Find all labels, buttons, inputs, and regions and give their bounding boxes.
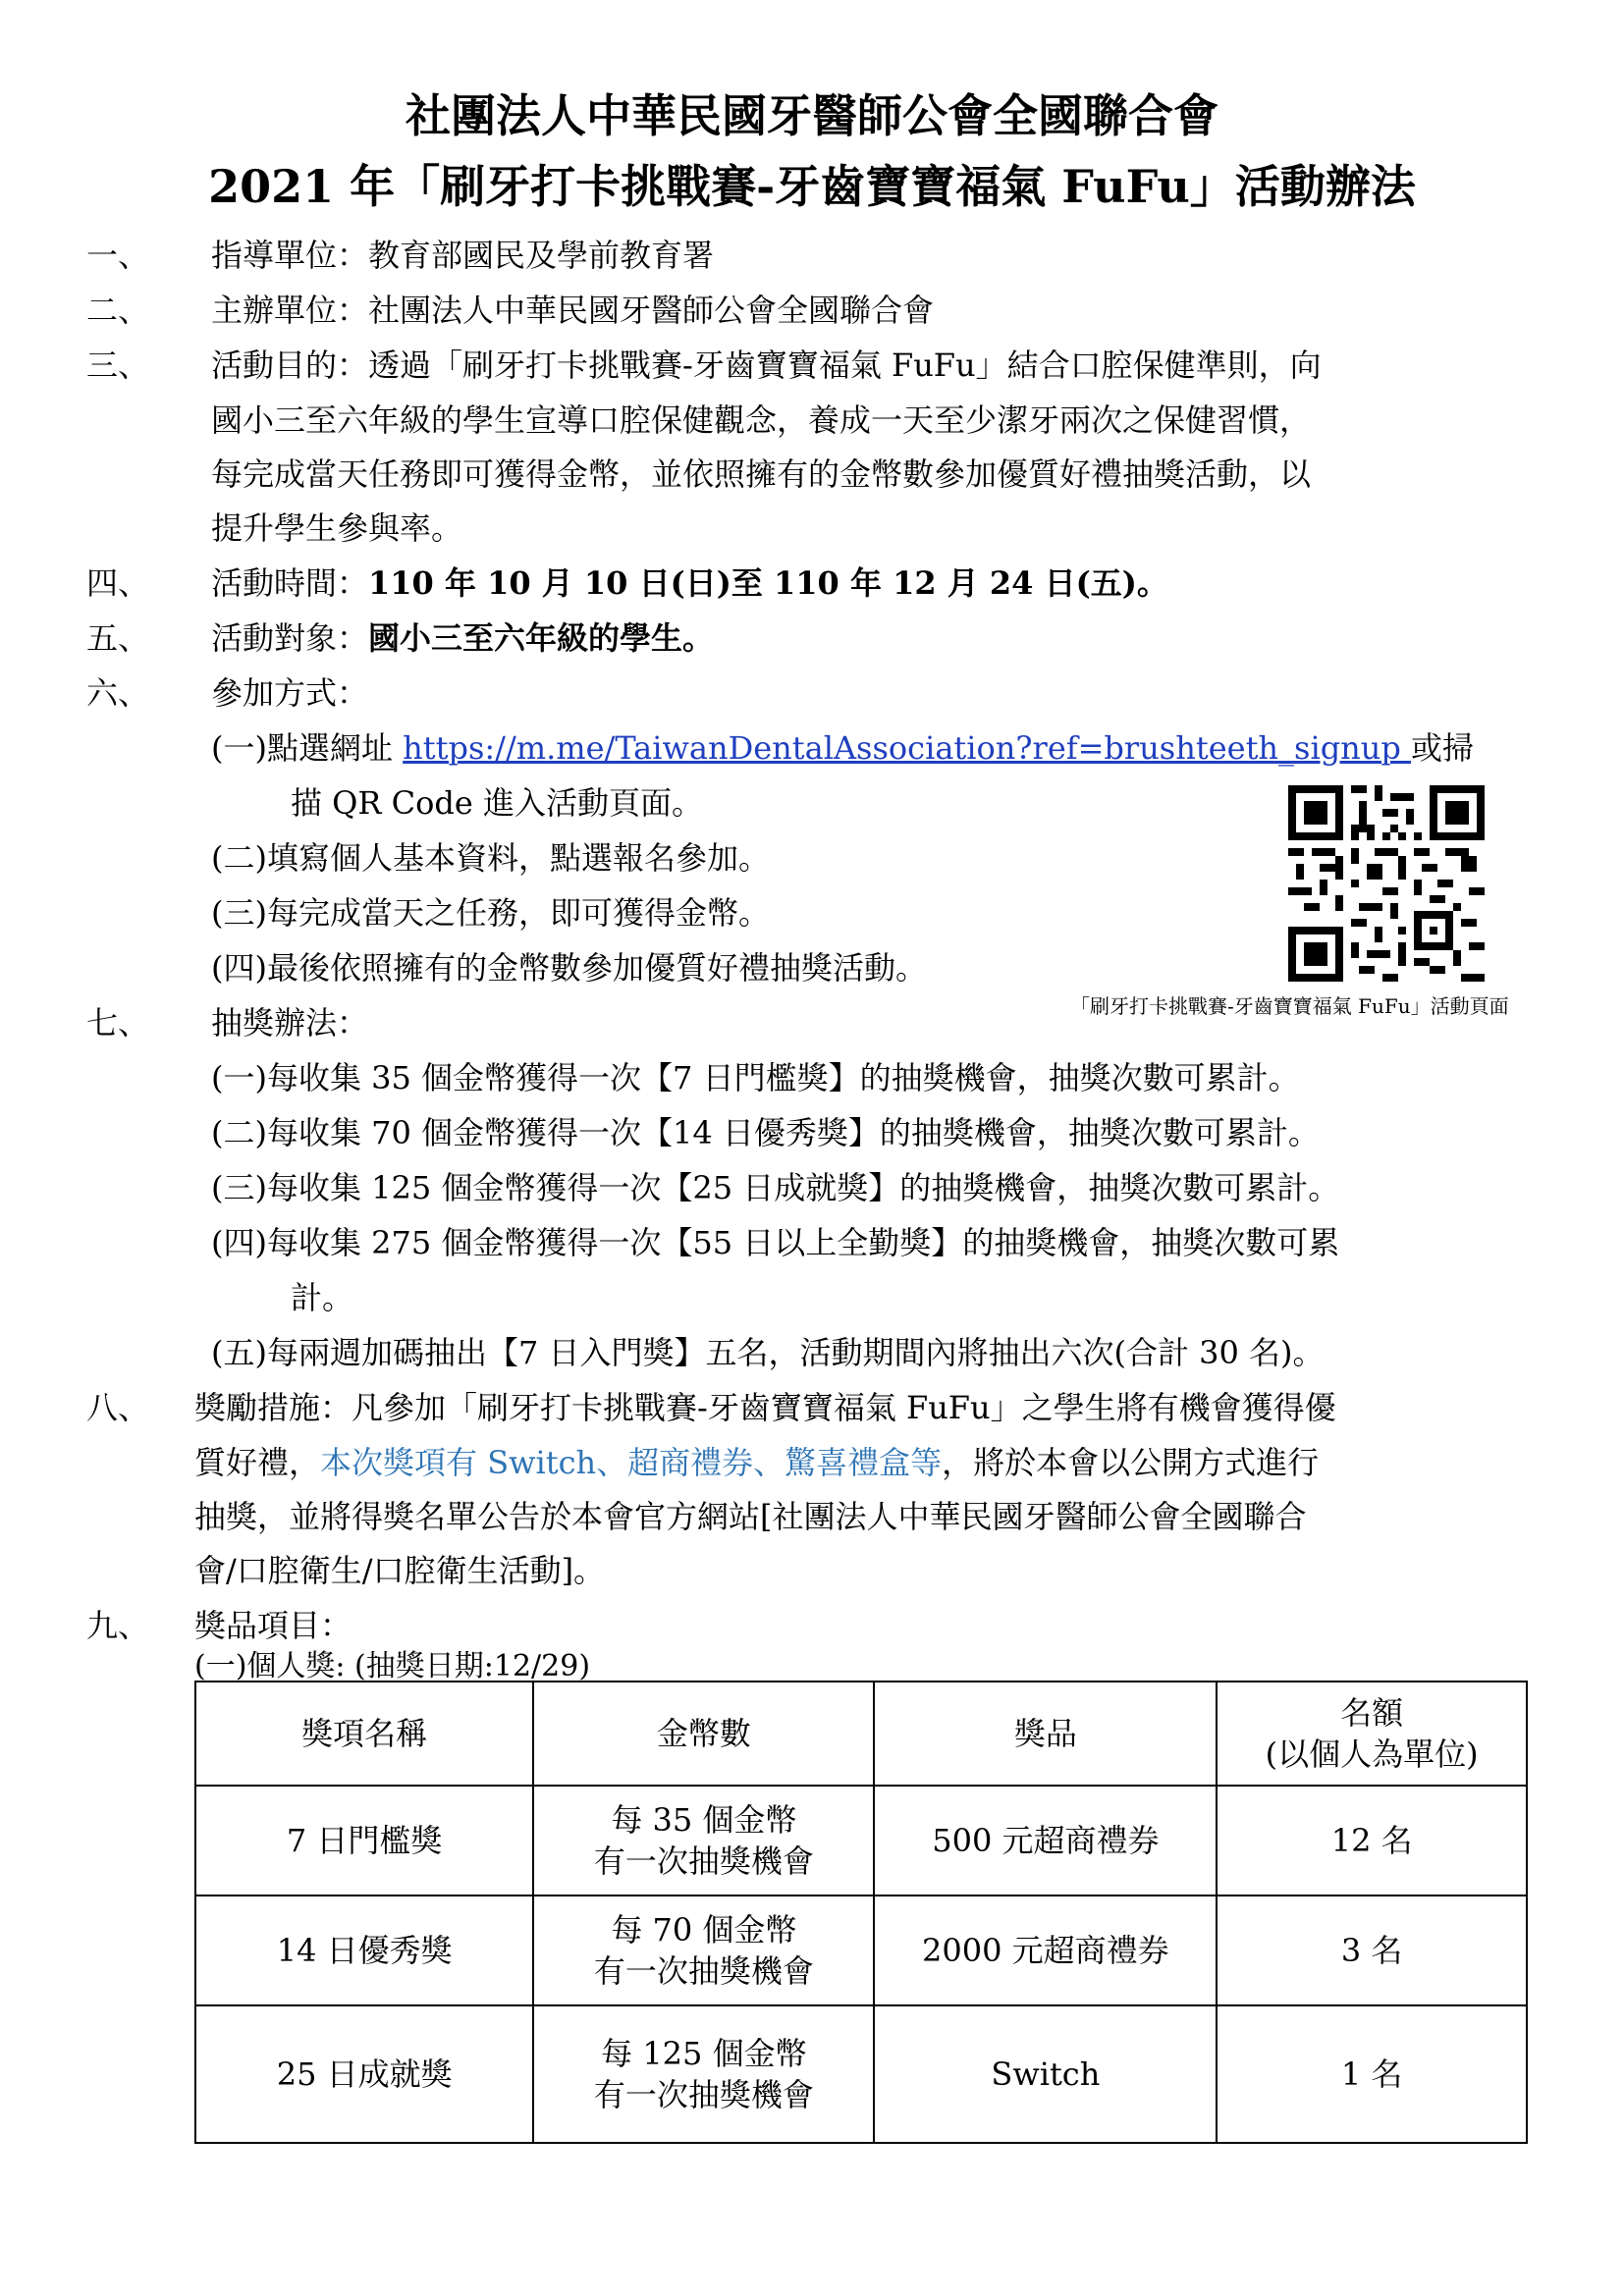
award-name: 7 日門檻獎 (195, 1786, 533, 1896)
section-8-line-2-a: 質好禮， (194, 1444, 321, 1481)
signup-link[interactable]: https://m.me/TaiwanDentalAssociation?ref=brushteeth_signup (403, 729, 1412, 767)
title-line-1: 社團法人中華民國牙醫師公會全國聯合會 (406, 89, 1218, 142)
award-name: 14 日優秀獎 (195, 1896, 533, 2005)
coins-line-1: 每 35 個金幣 (611, 1801, 797, 1839)
section-7-label: 抽獎辦法： (211, 1004, 369, 1041)
award-coins (533, 1896, 874, 2005)
section-3-line-4: 提升學生參與率。 (211, 509, 463, 547)
section-1-text: 指導單位：教育部國民及學前教育署 (211, 237, 715, 274)
qr-code-icon[interactable] (1288, 785, 1485, 982)
section-8-line-2 (194, 1443, 1319, 1482)
award-quota: 3 名 (1217, 1896, 1527, 2005)
section-2-text: 主辦單位：社團法人中華民國牙醫師公會全國聯合會 (211, 292, 935, 329)
prize-highlight: 本次獎項有 Switch、超商禮券、驚喜禮盒等 (320, 1444, 943, 1481)
header-quota (1217, 1682, 1527, 1786)
award-coins (533, 2005, 874, 2143)
section-6-item-1-prefix: (一)點選網址 (211, 729, 404, 767)
award-prize: 2000 元超商禮券 (874, 1896, 1217, 2005)
coins-line-2: 有一次抽獎機會 (593, 2076, 814, 2113)
section-3-line-2: 國小三至六年級的學生宣導口腔保健觀念，養成一天至少潔牙兩次之保健習慣， (211, 401, 1312, 439)
section-9-number: 九、 (86, 1607, 150, 1644)
header-quota-line-2: (以個人為單位) (1265, 1735, 1479, 1773)
section-4-text (211, 563, 1168, 603)
section-6-item-3: (三)每完成當天之任務，即可獲得金幣。 (211, 894, 770, 932)
section-8-line-2-b: ，將於本會以公開方式進行 (942, 1444, 1320, 1481)
table-row (195, 1786, 1527, 1896)
award-quota: 1 名 (1217, 2005, 1527, 2143)
award-quota: 12 名 (1217, 1786, 1527, 1896)
section-2-number: 二、 (86, 292, 150, 329)
section-5-label: 活動對象： (211, 619, 369, 657)
section-6-item-2: (二)填寫個人基本資料，點選報名參加。 (211, 839, 770, 877)
section-8-line-4: 會/口腔衛生/口腔衛生活動]。 (194, 1552, 606, 1589)
award-coins (533, 1786, 874, 1896)
award-prize: Switch (874, 2005, 1217, 2143)
section-9-label: 獎品項目： (194, 1607, 352, 1644)
header-coins: 金幣數 (533, 1682, 874, 1786)
table-row (195, 2005, 1527, 2143)
coins-line-2: 有一次抽獎機會 (593, 1842, 814, 1880)
section-6-item-1-suffix: 或掃 (1411, 729, 1475, 767)
header-award-name: 獎項名稱 (195, 1682, 533, 1786)
header-prize: 獎品 (874, 1682, 1217, 1786)
section-1-number: 一、 (86, 237, 150, 274)
section-5-text (211, 618, 714, 658)
award-prize: 500 元超商禮券 (874, 1786, 1217, 1896)
section-6-label: 參加方式： (211, 674, 369, 712)
section-6-number: 六、 (86, 674, 150, 712)
section-3-number: 三、 (86, 347, 150, 384)
section-7-item-4: (四)每收集 275 個金幣獲得一次【55 日以上全勤獎】的抽獎機會，抽獎次數可累 (211, 1224, 1340, 1261)
section-4-value: 110 年 10 月 10 日(日)至 110 年 12 月 24 日(五)。 (368, 564, 1168, 602)
table-caption: (一)個人獎: (抽獎日期:12/29) (194, 1649, 591, 1683)
section-4-number: 四、 (86, 564, 150, 602)
coins-line-2: 有一次抽獎機會 (593, 1952, 814, 1990)
section-4-label: 活動時間： (211, 564, 369, 602)
section-6-item-1 (211, 728, 1474, 768)
header-quota-line-1: 名額 (1340, 1694, 1404, 1732)
table-header-row (195, 1682, 1527, 1786)
section-8-line-3: 抽獎，並將得獎名單公告於本會官方網站[社團法人中華民國牙醫師公會全國聯合 (194, 1498, 1307, 1535)
section-7-number: 七、 (86, 1004, 150, 1041)
section-7-item-4-cont: 計。 (291, 1279, 354, 1316)
qr-caption: 「刷牙打卡挑戰賽-牙齒寶寶福氣 FuFu」活動頁面 (1070, 994, 1509, 1018)
prize-table (194, 1681, 1528, 2144)
section-5-value: 國小三至六年級的學生。 (368, 619, 715, 657)
coins-line-1: 每 125 個金幣 (601, 2035, 807, 2072)
section-5-number: 五、 (86, 619, 150, 657)
section-8-number: 八、 (86, 1389, 150, 1426)
section-7-item-1: (一)每收集 35 個金幣獲得一次【7 日門檻獎】的抽獎機會，抽獎次數可累計。 (211, 1059, 1300, 1096)
table-row (195, 1896, 1527, 2005)
section-7-item-5: (五)每兩週加碼抽出【7 日入門獎】五名，活動期間內將抽出六次(合計 30 名)。 (211, 1334, 1325, 1371)
award-name: 25 日成就獎 (195, 2005, 533, 2143)
section-7-item-2: (二)每收集 70 個金幣獲得一次【14 日優秀獎】的抽獎機會，抽獎次數可累計。 (211, 1114, 1320, 1151)
section-3-line-1: 活動目的：透過「刷牙打卡挑戰賽-牙齒寶寶福氣 FuFu」結合口腔保健準則，向 (211, 347, 1322, 384)
title-line-2: 2021 年「刷牙打卡挑戰賽-牙齒寶寶福氣 FuFu」活動辦法 (208, 160, 1416, 213)
section-6-item-1-cont: 描 QR Code 進入活動頁面。 (291, 784, 704, 822)
section-3-line-3: 每完成當天任務即可獲得金幣，並依照擁有的金幣數參加優質好禮抽獎活動，以 (211, 455, 1312, 493)
coins-line-1: 每 70 個金幣 (611, 1911, 797, 1949)
section-7-item-3: (三)每收集 125 個金幣獲得一次【25 日成就獎】的抽獎機會，抽獎次數可累計。 (211, 1169, 1340, 1206)
section-6-item-4: (四)最後依照擁有的金幣數參加優質好禮抽獎活動。 (211, 949, 927, 987)
section-8-line-1: 獎勵措施：凡參加「刷牙打卡挑戰賽-牙齒寶寶福氣 FuFu」之學生將有機會獲得優 (194, 1389, 1336, 1426)
